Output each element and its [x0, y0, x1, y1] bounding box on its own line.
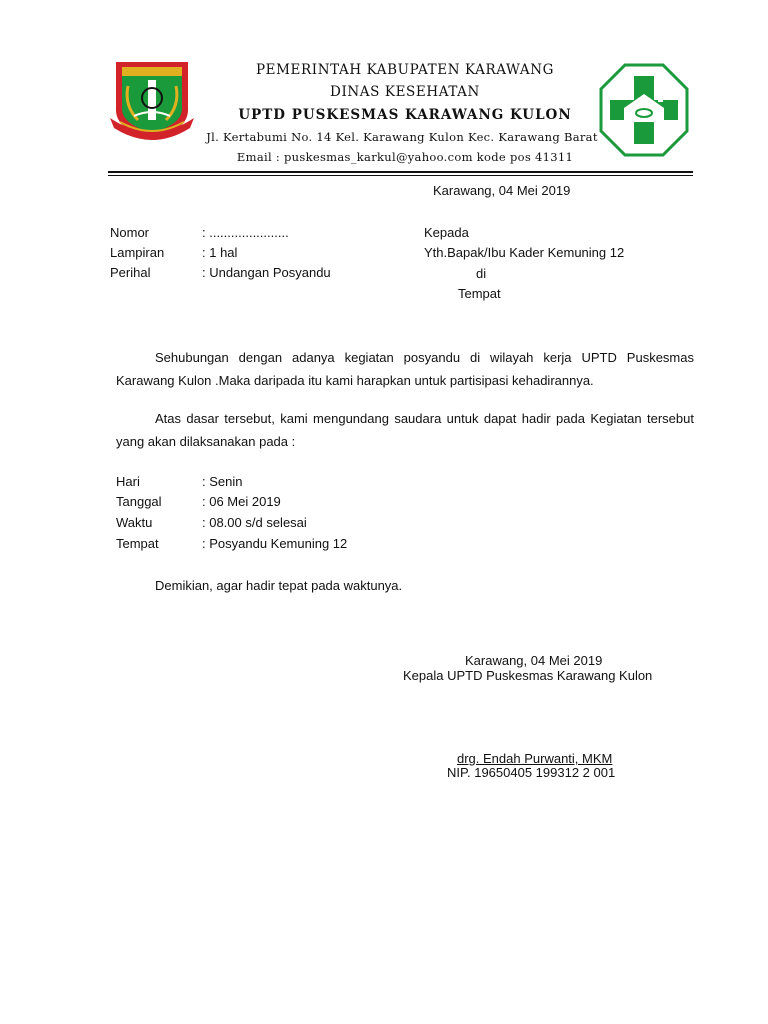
- recipient-kepada: Kepada: [424, 225, 469, 240]
- schedule-hari-value: : Senin: [202, 474, 243, 489]
- perihal-value: : Undangan Posyandu: [202, 265, 331, 280]
- letterhead-divider-thin: [108, 175, 693, 176]
- letterhead-line-institution: UPTD PUSKESMAS KARAWANG KULON: [238, 107, 572, 123]
- nomor-value: : ......................: [202, 225, 289, 240]
- closing-sentence: Demikian, agar hadir tepat pada waktunya.: [155, 578, 403, 593]
- signatory-nip: NIP. 19650405 199312 2 001: [447, 765, 616, 780]
- schedule-tanggal-value: : 06 Mei 2019: [202, 494, 281, 509]
- body-paragraph-2: Atas dasar tersebut, kami mengundang saudara untuk dapat hadir pada Kegiatan tersebut yang akan dilaksanakan pada :: [116, 411, 694, 449]
- lampiran-label: Lampiran: [110, 245, 165, 260]
- recipient-di: di: [476, 266, 487, 281]
- recipient-name: Yth.Bapak/Ibu Kader Kemuning 12: [424, 245, 625, 260]
- signatory-name: drg. Endah Purwanti, MKM: [457, 751, 613, 766]
- schedule-tempat-label: Tempat: [116, 536, 159, 551]
- lampiran-value: : 1 hal: [202, 245, 238, 260]
- signature-title: Kepala UPTD Puskesmas Karawang Kulon: [403, 668, 653, 683]
- signature-date: Karawang, 04 Mei 2019: [465, 653, 603, 668]
- letterhead-address: Jl. Kertabumi No. 14 Kel. Karawang Kulon Kec. Karawang Barat: [206, 130, 598, 144]
- letterhead-line-department: DINAS KESEHATAN: [330, 84, 480, 100]
- letterhead-line-government: PEMERINTAH KABUPATEN KARAWANG: [255, 62, 554, 78]
- puskesmas-logo-icon: [598, 62, 690, 158]
- letterhead-contact: Email : puskesmas_karkul@yahoo.com kode pos 41311: [236, 150, 574, 164]
- schedule-waktu-value: : 08.00 s/d selesai: [202, 515, 307, 530]
- body-paragraph-1: Sehubungan dengan adanya kegiatan posyandu di wilayah kerja UPTD Puskesmas Karawang Kulon .Maka daripada itu kami harapkan untuk partisipasi kehadirannya.: [116, 350, 694, 388]
- recipient-tempat: Tempat: [458, 286, 501, 301]
- schedule-waktu-label: Waktu: [116, 515, 153, 530]
- nomor-label: Nomor: [110, 225, 150, 240]
- schedule-tanggal-label: Tanggal: [116, 494, 162, 509]
- perihal-label: Perihal: [110, 265, 151, 280]
- schedule-tempat-value: : Posyandu Kemuning 12: [202, 536, 348, 551]
- karawang-regency-crest-icon: [106, 56, 198, 142]
- letter-date: Karawang, 04 Mei 2019: [433, 183, 571, 198]
- letterhead-divider-thick: [108, 171, 693, 173]
- schedule-hari-label: Hari: [116, 474, 140, 489]
